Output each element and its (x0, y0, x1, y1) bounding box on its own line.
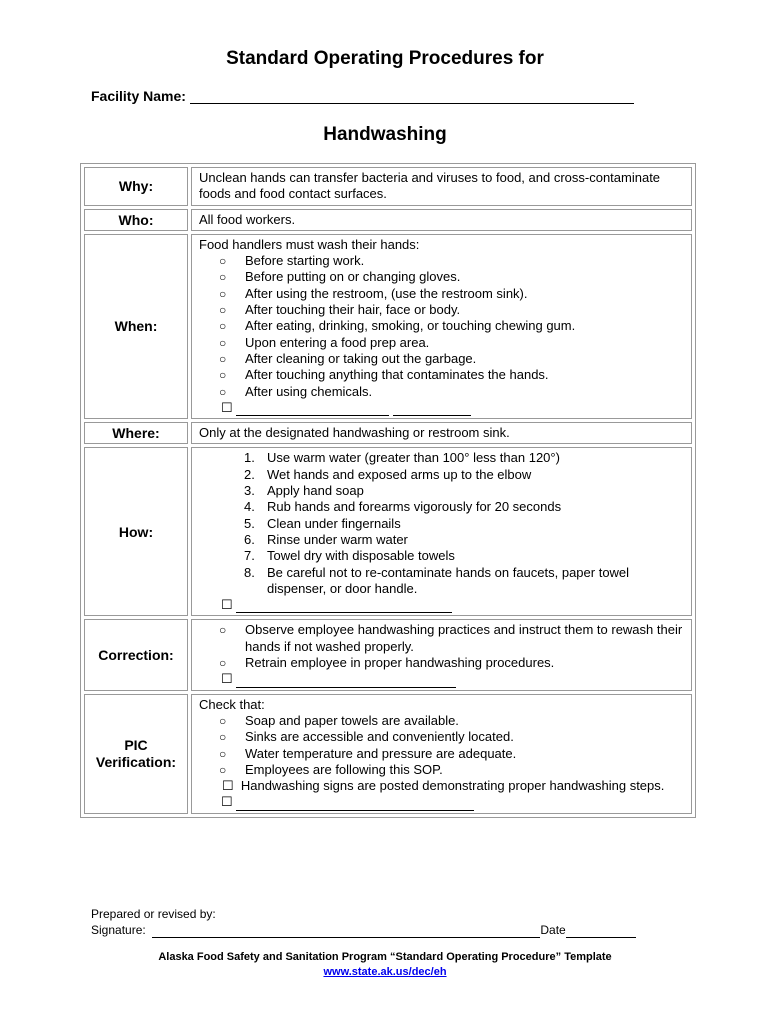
label-how: How: (84, 447, 188, 616)
sop-table (80, 163, 696, 818)
circle-bullet-icon: ○ (219, 319, 227, 334)
label-pic-verification (84, 694, 188, 814)
list-item: ○ Before starting work. (219, 253, 365, 269)
text-where: Only at the designated handwashing or restroom sink. (191, 422, 692, 444)
circle-bullet-icon: ○ (219, 762, 227, 777)
row-how (84, 447, 692, 616)
page-title: Standard Operating Procedures for (226, 48, 544, 69)
pic-list (199, 713, 685, 778)
blank-line[interactable] (236, 599, 452, 613)
facility-name-field[interactable] (190, 89, 634, 104)
circle-bullet-icon: ○ (219, 656, 227, 671)
signature-field[interactable] (152, 925, 540, 938)
label-why: Why: (84, 167, 188, 206)
when-intro: Food handlers must wash their hands: (199, 236, 420, 252)
row-who (84, 209, 692, 231)
checkbox-icon[interactable]: ☐ (221, 671, 233, 687)
list-item: ○ After cleaning or taking out the garbage. (219, 350, 477, 366)
footer (0, 950, 770, 980)
pic-intro: Check that: (199, 696, 265, 712)
correction-list (199, 622, 685, 671)
circle-bullet-icon: ○ (219, 368, 227, 383)
list-item: ○ Upon entering a food prep area. (219, 334, 430, 350)
list-item: ○ Soap and paper towels are available. (219, 712, 459, 728)
correction-extra-checkbox-row (199, 671, 685, 687)
label-when: When: (84, 234, 188, 419)
content-pic (191, 694, 692, 814)
list-item: ○ Observe employee handwashing practices and instruct them to rewash their hands if not washed properly. (219, 622, 683, 654)
row-when (84, 234, 692, 419)
content-how (191, 447, 692, 616)
checkbox-icon[interactable]: ☐ (221, 794, 233, 810)
facility-name-label: Facility Name: (91, 88, 186, 104)
blank-line[interactable] (393, 402, 471, 416)
how-extra-checkbox-row (199, 597, 685, 613)
footer-text: Alaska Food Safety and Sanitation Program “Standard Operating Procedure” Template (158, 951, 612, 963)
circle-bullet-icon: ○ (219, 713, 227, 728)
circle-bullet-icon: ○ (219, 730, 227, 745)
signature-label: Signature: (91, 923, 146, 937)
facility-name-row (91, 88, 634, 104)
label-who: Who: (84, 209, 188, 231)
page-subtitle: Handwashing (323, 124, 447, 145)
circle-bullet-icon: ○ (219, 335, 227, 350)
content-when (191, 234, 692, 419)
text-why: Unclean hands can transfer bacteria and viruses to food, and cross-contaminate foods and food contact surfaces. (191, 167, 692, 206)
row-pic-verification (84, 694, 692, 814)
list-item: ○ After eating, drinking, smoking, or touching chewing gum. (219, 318, 576, 334)
label-correction: Correction: (84, 619, 188, 690)
circle-bullet-icon: ○ (219, 623, 227, 638)
list-item: 3. Apply hand soap (244, 483, 364, 499)
circle-bullet-icon: ○ (219, 286, 227, 301)
label-where: Where: (84, 422, 188, 444)
pic-extra-checkbox-row (199, 794, 685, 810)
when-list (199, 253, 685, 400)
label-pic: PIC (124, 737, 148, 754)
list-item: ○ Retrain employee in proper handwashing procedures. (219, 655, 555, 671)
circle-bullet-icon: ○ (219, 270, 227, 285)
checkbox-icon[interactable]: ☐ (221, 597, 233, 613)
footer-link[interactable]: www.state.ak.us/dec/eh (323, 966, 447, 978)
content-correction (191, 619, 692, 690)
list-item: 5. Clean under fingernails (244, 515, 401, 531)
date-field[interactable] (566, 925, 636, 938)
prepared-label: Prepared or revised by: (91, 907, 216, 921)
how-list (199, 450, 685, 597)
list-item: ○ Before putting on or changing gloves. (219, 269, 461, 285)
list-item: ○ After touching anything that contaminates the hands. (219, 367, 549, 383)
list-item: ○ Sinks are accessible and conveniently located. (219, 729, 514, 745)
row-where (84, 422, 692, 444)
circle-bullet-icon: ○ (219, 384, 227, 399)
list-item: ○ Water temperature and pressure are adequate. (219, 745, 517, 761)
list-item: 1. Use warm water (greater than 100° less than 120°) (244, 450, 560, 466)
blank-line[interactable] (236, 402, 389, 416)
list-item: 7. Towel dry with disposable towels (244, 548, 455, 564)
list-item: ○ After using chemicals. (219, 383, 373, 399)
circle-bullet-icon: ○ (219, 303, 227, 318)
list-item: ○ After using the restroom, (use the restroom sink). (219, 285, 528, 301)
circle-bullet-icon: ○ (219, 254, 227, 269)
prepared-block (91, 906, 636, 938)
blank-line[interactable] (236, 674, 456, 688)
label-verification: Verification: (95, 753, 177, 770)
row-why (84, 167, 692, 206)
circle-bullet-icon: ○ (219, 351, 227, 366)
signature-row (91, 922, 636, 938)
list-item: ○ After touching their hair, face or body. (219, 302, 461, 318)
pic-box-item: ☐ Handwashing signs are posted demonstrating proper handwashing steps. (222, 778, 665, 794)
circle-bullet-icon: ○ (219, 746, 227, 761)
date-label: Date (540, 923, 566, 937)
text-who: All food workers. (191, 209, 692, 231)
row-correction (84, 619, 692, 690)
list-item: ○ Employees are following this SOP. (219, 761, 443, 777)
list-item: 4. Rub hands and forearms vigorously for 20 seconds (244, 499, 562, 515)
list-item: 8. Be careful not to re-contaminate hands on faucets, paper towel dispenser, or door handle. (244, 564, 630, 596)
list-item: 2. Wet hands and exposed arms up to the elbow (244, 466, 532, 482)
blank-line[interactable] (236, 797, 474, 811)
list-item: 6. Rinse under warm water (244, 531, 408, 547)
checkbox-icon[interactable]: ☐ (222, 778, 234, 794)
when-extra-checkbox-row (199, 400, 685, 416)
checkbox-icon[interactable]: ☐ (221, 399, 233, 415)
